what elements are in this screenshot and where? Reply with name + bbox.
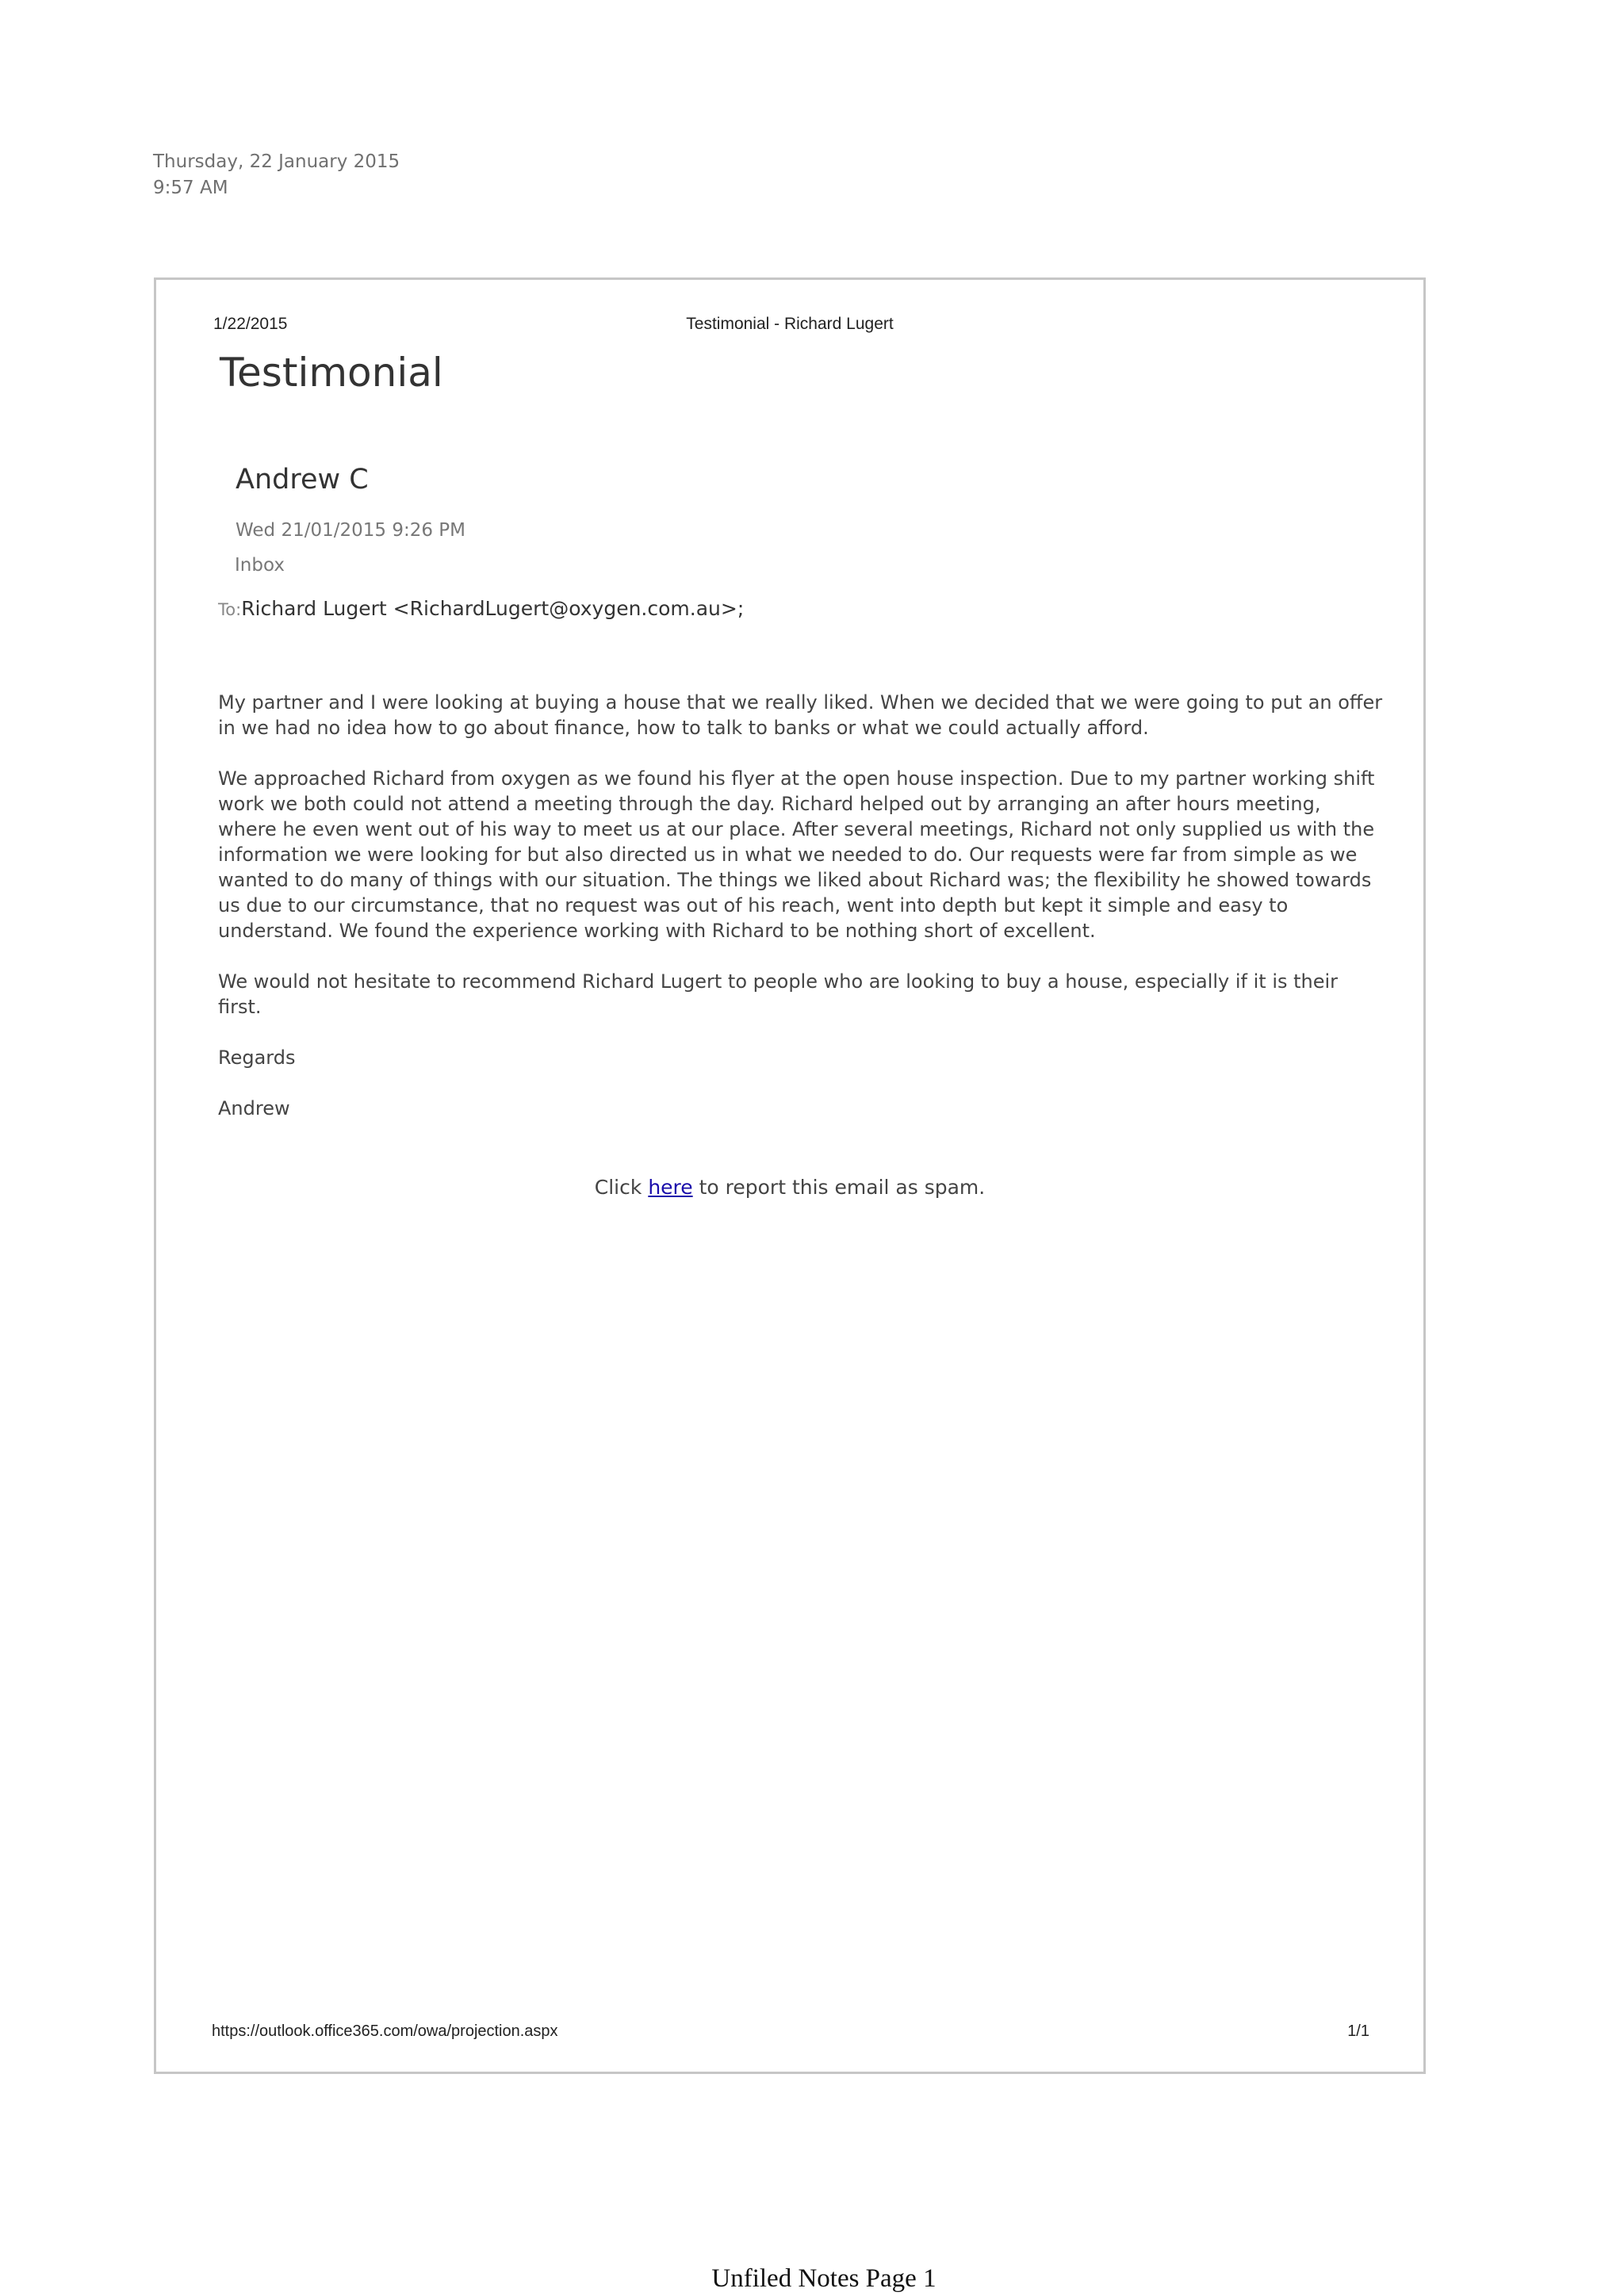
print-page-number: 1/1 [1347,2022,1369,2040]
email-body [218,690,1384,1146]
notes-page-footer: Unfiled Notes Page 1 [711,2264,936,2293]
email-subject: Testimonial [220,350,443,396]
print-date: 1/22/2015 [213,315,288,333]
signature-name: Andrew [218,1097,290,1119]
email-printout [154,277,1426,2074]
print-title: Testimonial - Richard Lugert [686,315,894,333]
spam-report-link[interactable]: here [648,1176,693,1199]
recipient-address: Richard Lugert <RichardLugert@oxygen.com.au>; [241,597,745,620]
closing-regards: Regards [218,1047,296,1069]
spam-report-line [156,1176,1423,1199]
note-date: Thursday, 22 January 2015 [153,151,400,172]
to-label: To: [218,600,242,619]
body-paragraph: My partner and I were looking at buying a house that we really liked. When we decided that we were going to put an offer in we had no idea how to go about finance, how to talk to banks or what we could actually afford. [218,691,1383,739]
print-url: https://outlook.office365.com/owa/projection.aspx [212,2022,558,2040]
sender-name: Andrew C [236,464,369,496]
folder-label: Inbox [235,555,285,576]
body-paragraph: We approached Richard from oxygen as we found his flyer at the open house inspection. Due to my partner working shift work we both could not attend a meeting through the day. Richard helped out by arranging an after hours meeting, where he even went out of his way to meet us at our place. After several meetings, Richard not only supplied us with the information we were looking for but also directed us in what we needed to do. Our requests were far from simple as we wanted to do many of things with our situation. The things we liked about Richard was; the flexibility he showed towards us due to our circumstance, that no request was out of his reach, went into depth but kept it simple and easy to understand. We found the experience working with Richard to be nothing short of excellent. [218,767,1375,942]
spam-prefix: Click [594,1176,649,1199]
recipient-line [218,597,744,620]
spam-suffix: to report this email as spam. [692,1176,986,1199]
body-paragraph: We would not hesitate to recommend Richard Lugert to people who are looking to buy a house, especially if it is their first. [218,970,1339,1018]
note-header [153,149,400,201]
note-time: 9:57 AM [153,178,228,198]
sent-timestamp: Wed 21/01/2015 9:26 PM [236,520,466,541]
